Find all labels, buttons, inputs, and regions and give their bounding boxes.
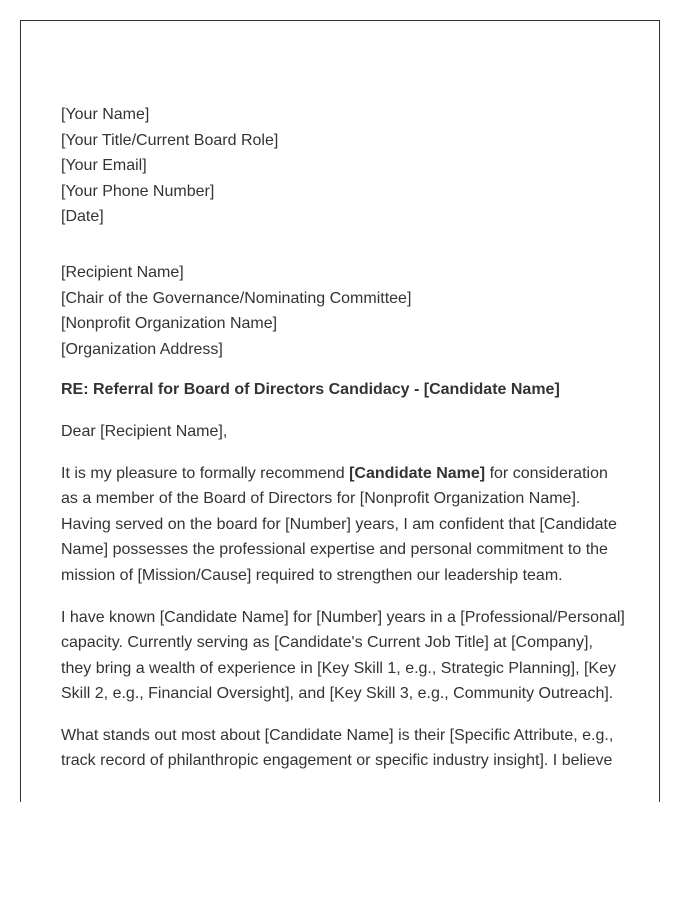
sender-email: [Your Email]: [61, 157, 147, 175]
sender-title: [Your Title/Current Board Role]: [61, 131, 279, 149]
paragraph-3: What stands out most about [Candidate Name] is their [Specific Attribute, e.g., track record of philanthropic engagement or specific industry insight]. I believe: [61, 726, 614, 770]
candidate-name-bold: [Candidate Name]: [349, 464, 486, 482]
recipient-name: [Recipient Name]: [61, 263, 184, 281]
sender-name: [Your Name]: [61, 106, 150, 123]
recipient-address: [Organization Address]: [61, 340, 223, 358]
paragraph-2: I have known [Candidate Name] for [Number] years in a [Professional/Personal] capacity. Currently serving as [Candidate's Current Job Title] at [Company], they bring a wealth of experience in [Key Skill 1, e.g., Strategic Planning], [Key Skill 2, e.g., Financial Oversight], and [Key Skill 3, e.g., Community Outreach].: [61, 608, 625, 703]
letter-body: [61, 102, 626, 790]
sender-phone: [Your Phone Number]: [61, 182, 215, 200]
salutation: Dear [Recipient Name],: [61, 422, 228, 440]
letter-date: [Date]: [61, 208, 104, 226]
paragraph-1-rest: for consideration as a member of the Board of Directors for [Nonprofit Organization Name]. Having served on the board for [Number] years, I am confident that [Candidate Name] possesses the professional expertise and personal commitment to the mission of [Mission/Cause] required to strengthen our leadership team.: [61, 464, 617, 584]
subject-line: RE: Referral for Board of Directors Candidacy - [Candidate Name]: [61, 381, 560, 399]
recipient-block: [61, 260, 626, 362]
sender-block: [61, 102, 626, 230]
paragraph-1-intro: It is my pleasure to formally recommend: [61, 464, 350, 482]
letter-page: [20, 20, 660, 802]
recipient-role: [Chair of the Governance/Nominating Committee]: [61, 289, 412, 307]
recipient-organization: [Nonprofit Organization Name]: [61, 315, 278, 333]
paragraph-1: [61, 461, 626, 589]
